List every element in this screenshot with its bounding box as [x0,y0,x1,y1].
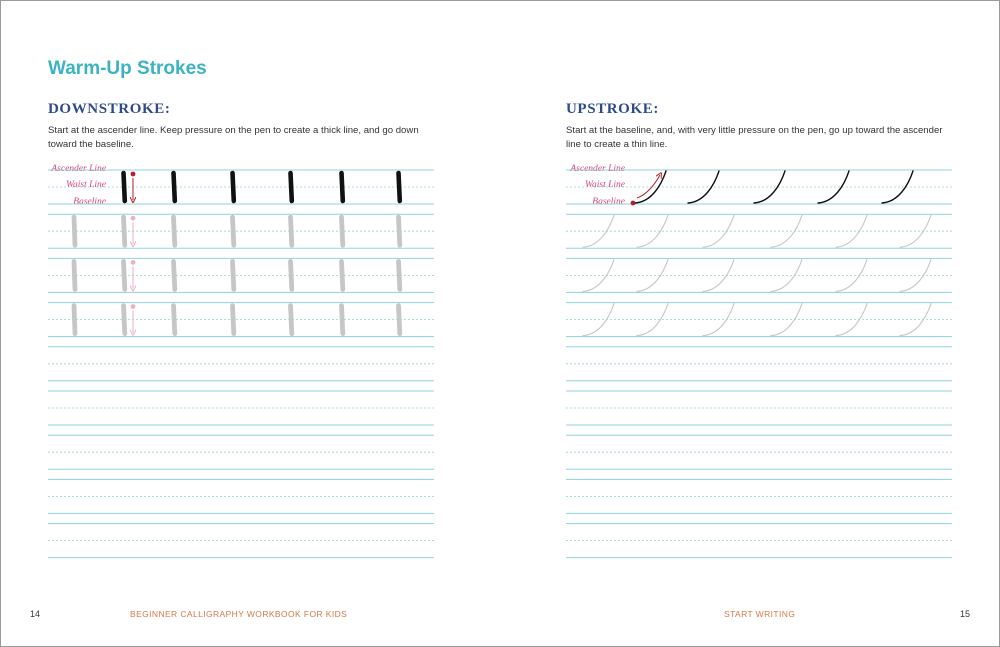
baseline-label-right: Baseline [592,197,625,207]
downstroke-example [291,173,292,201]
downstroke-trace [233,261,234,289]
downstroke-trace [174,306,175,334]
downstroke-trace [342,261,343,289]
downstroke-trace [399,261,400,289]
downstroke-trace [342,217,343,245]
downstroke-trace [399,306,400,334]
start-point-icon [631,201,636,206]
downstroke-trace [74,306,75,334]
downstroke-example [399,173,400,201]
downstroke-example [342,173,343,201]
downstroke-example [124,173,125,201]
upstroke-examples [583,171,931,336]
downstroke-trace [124,217,125,245]
up-arrow-icon [637,175,660,198]
downstroke-trace [291,306,292,334]
downstroke-trace [124,306,125,334]
waist-line-label-left: Waist Line [65,180,106,190]
downstroke-examples [74,172,400,334]
downstroke-trace [233,306,234,334]
left-page-number: 14 [30,609,41,619]
start-point-icon [131,216,136,221]
ascender-line-label-right: Ascender Line [570,164,625,174]
right-page-number: 15 [960,609,971,619]
start-point-icon [131,172,136,177]
page-title: Warm-Up Strokes [48,58,207,79]
downstroke-instructions: Start at the ascender line. Keep pressure on the pen to create a thick line, and go down toward the baseline. [48,125,419,150]
downstroke-trace [124,261,125,289]
start-point-icon [131,304,136,309]
start-point-icon [131,260,136,265]
downstroke-trace [74,261,75,289]
downstroke-trace [74,217,75,245]
guide-lines-left [48,170,434,558]
left-running-head: BEGINNER CALLIGRAPHY WORKBOOK FOR KIDS [130,609,348,619]
downstroke-trace [342,306,343,334]
downstroke-trace [233,217,234,245]
downstroke-example [233,173,234,201]
downstroke-trace [174,261,175,289]
downstroke-trace [399,217,400,245]
downstroke-heading: DOWNSTROKE: [48,101,171,117]
ascender-line-label-left: Ascender Line [51,164,106,174]
upstroke-heading: UPSTROKE: [566,101,659,117]
right-running-head: START WRITING [724,609,796,619]
guide-lines-right [566,170,952,558]
baseline-label-left: Baseline [73,197,106,207]
waist-line-label-right: Waist Line [584,180,625,190]
downstroke-trace [174,217,175,245]
downstroke-trace [291,217,292,245]
upstroke-instructions: Start at the baseline, and, with very little pressure on the pen, go up toward the ascender line to create a thin line. [566,125,943,150]
downstroke-example [174,173,175,201]
downstroke-trace [291,261,292,289]
